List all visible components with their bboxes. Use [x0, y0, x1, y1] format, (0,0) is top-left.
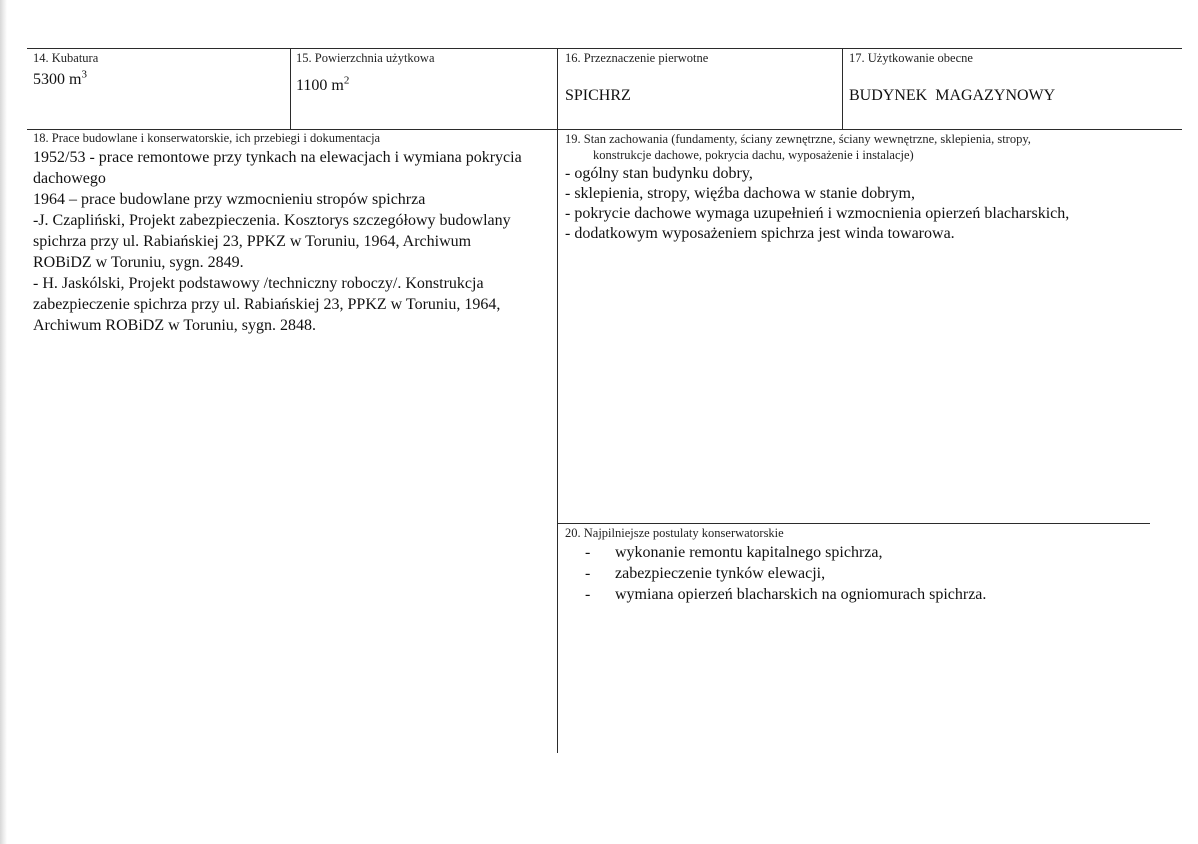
section-19-label-line-2: konstrukcje dachowe, pokrycia dachu, wyposażenie i instalacje) [593, 148, 914, 162]
field-14-value-text: 5300 m [33, 71, 82, 88]
section-19-label-line-1: 19. Stan zachowania (fundamenty, ściany zewnętrzne, ściany wewnętrzne, sklepienia, stropy, [565, 132, 1031, 146]
scan-edge-shadow [0, 0, 7, 844]
section-18-line: - H. Jaskólski, Projekt podstawowy /techniczny roboczy/. Konstrukcja [33, 275, 484, 292]
col-divider-3 [842, 48, 843, 130]
field-15-exponent: 2 [343, 74, 350, 87]
section-19-list [565, 164, 1069, 244]
section-18-text [33, 147, 522, 336]
section-20-item [585, 584, 986, 605]
section-18-line: dachowego [33, 170, 106, 187]
list-dash: - [585, 544, 591, 561]
row-divider-line [27, 129, 1182, 130]
field-14-exponent: 3 [81, 68, 87, 81]
section-20-divider-line [558, 523, 1150, 524]
section-18-line: -J. Czapliński, Projekt zabezpieczenia. Kosztorys szczegółowy budowlany [33, 212, 511, 229]
field-17-label: 17. Użytkowanie obecne [849, 51, 973, 65]
list-dash: - [585, 565, 591, 582]
section-20-item-text: zabezpieczenie tynków elewacji, [615, 565, 826, 582]
section-18-line: zabezpieczenie spichrza przy ul. Rabiańskiej 23, PPKZ w Toruniu, 1964, [33, 296, 501, 313]
section-18-line: 1964 – prace budowlane przy wzmocnieniu stropów spichrza [33, 191, 426, 208]
field-15-value [296, 76, 349, 96]
section-19-label [565, 131, 1165, 163]
section-18-line: spichrza przy ul. Rabiańskiej 23, PPKZ w Toruniu, 1964, Archiwum [33, 233, 472, 250]
section-19-item: - dodatkowym wyposażeniem spichrza jest winda towarowa. [565, 225, 955, 242]
section-20-item-text: wykonanie remontu kapitalnego spichrza, [615, 544, 883, 561]
list-dash: - [585, 586, 591, 603]
section-19-item: - ogólny stan budynku dobry, [565, 165, 753, 182]
section-20-label: 20. Najpilniejsze postulaty konserwatorskie [565, 526, 784, 540]
section-20-list [585, 542, 986, 605]
field-17-value: BUDYNEK MAGAZYNOWY [849, 87, 1056, 104]
field-16-value: SPICHRZ [565, 87, 631, 104]
section-19-item: - sklepienia, stropy, więźba dachowa w stanie dobrym, [565, 185, 915, 202]
section-20-item [585, 542, 986, 563]
col-divider-1 [290, 48, 291, 130]
section-18-line: 1952/53 - prace remontowe przy tynkach na elewacjach i wymiana pokrycia [33, 149, 522, 166]
section-18-line: ROBiDZ w Toruniu, sygn. 2849. [33, 254, 244, 271]
field-15-label: 15. Powierzchnia użytkowa [296, 51, 435, 65]
field-14-label: 14. Kubatura [33, 51, 99, 65]
col-divider-2 [557, 48, 558, 753]
top-border-line [27, 48, 1182, 49]
section-18-label: 18. Prace budowlane i konserwatorskie, ich przebiegi i dokumentacja [33, 131, 381, 145]
field-14-value [33, 70, 87, 90]
section-20-item [585, 563, 986, 584]
section-20-item-text: wymiana opierzeń blacharskich na ogniomurach spichrza. [615, 586, 987, 603]
field-15-value-text: 1100 m [296, 77, 344, 94]
field-16-label: 16. Przeznaczenie pierwotne [565, 51, 709, 65]
section-18-line: Archiwum ROBiDZ w Toruniu, sygn. 2848. [33, 317, 317, 334]
section-19-item: - pokrycie dachowe wymaga uzupełnień i wzmocnienia opierzeń blacharskich, [565, 205, 1070, 222]
